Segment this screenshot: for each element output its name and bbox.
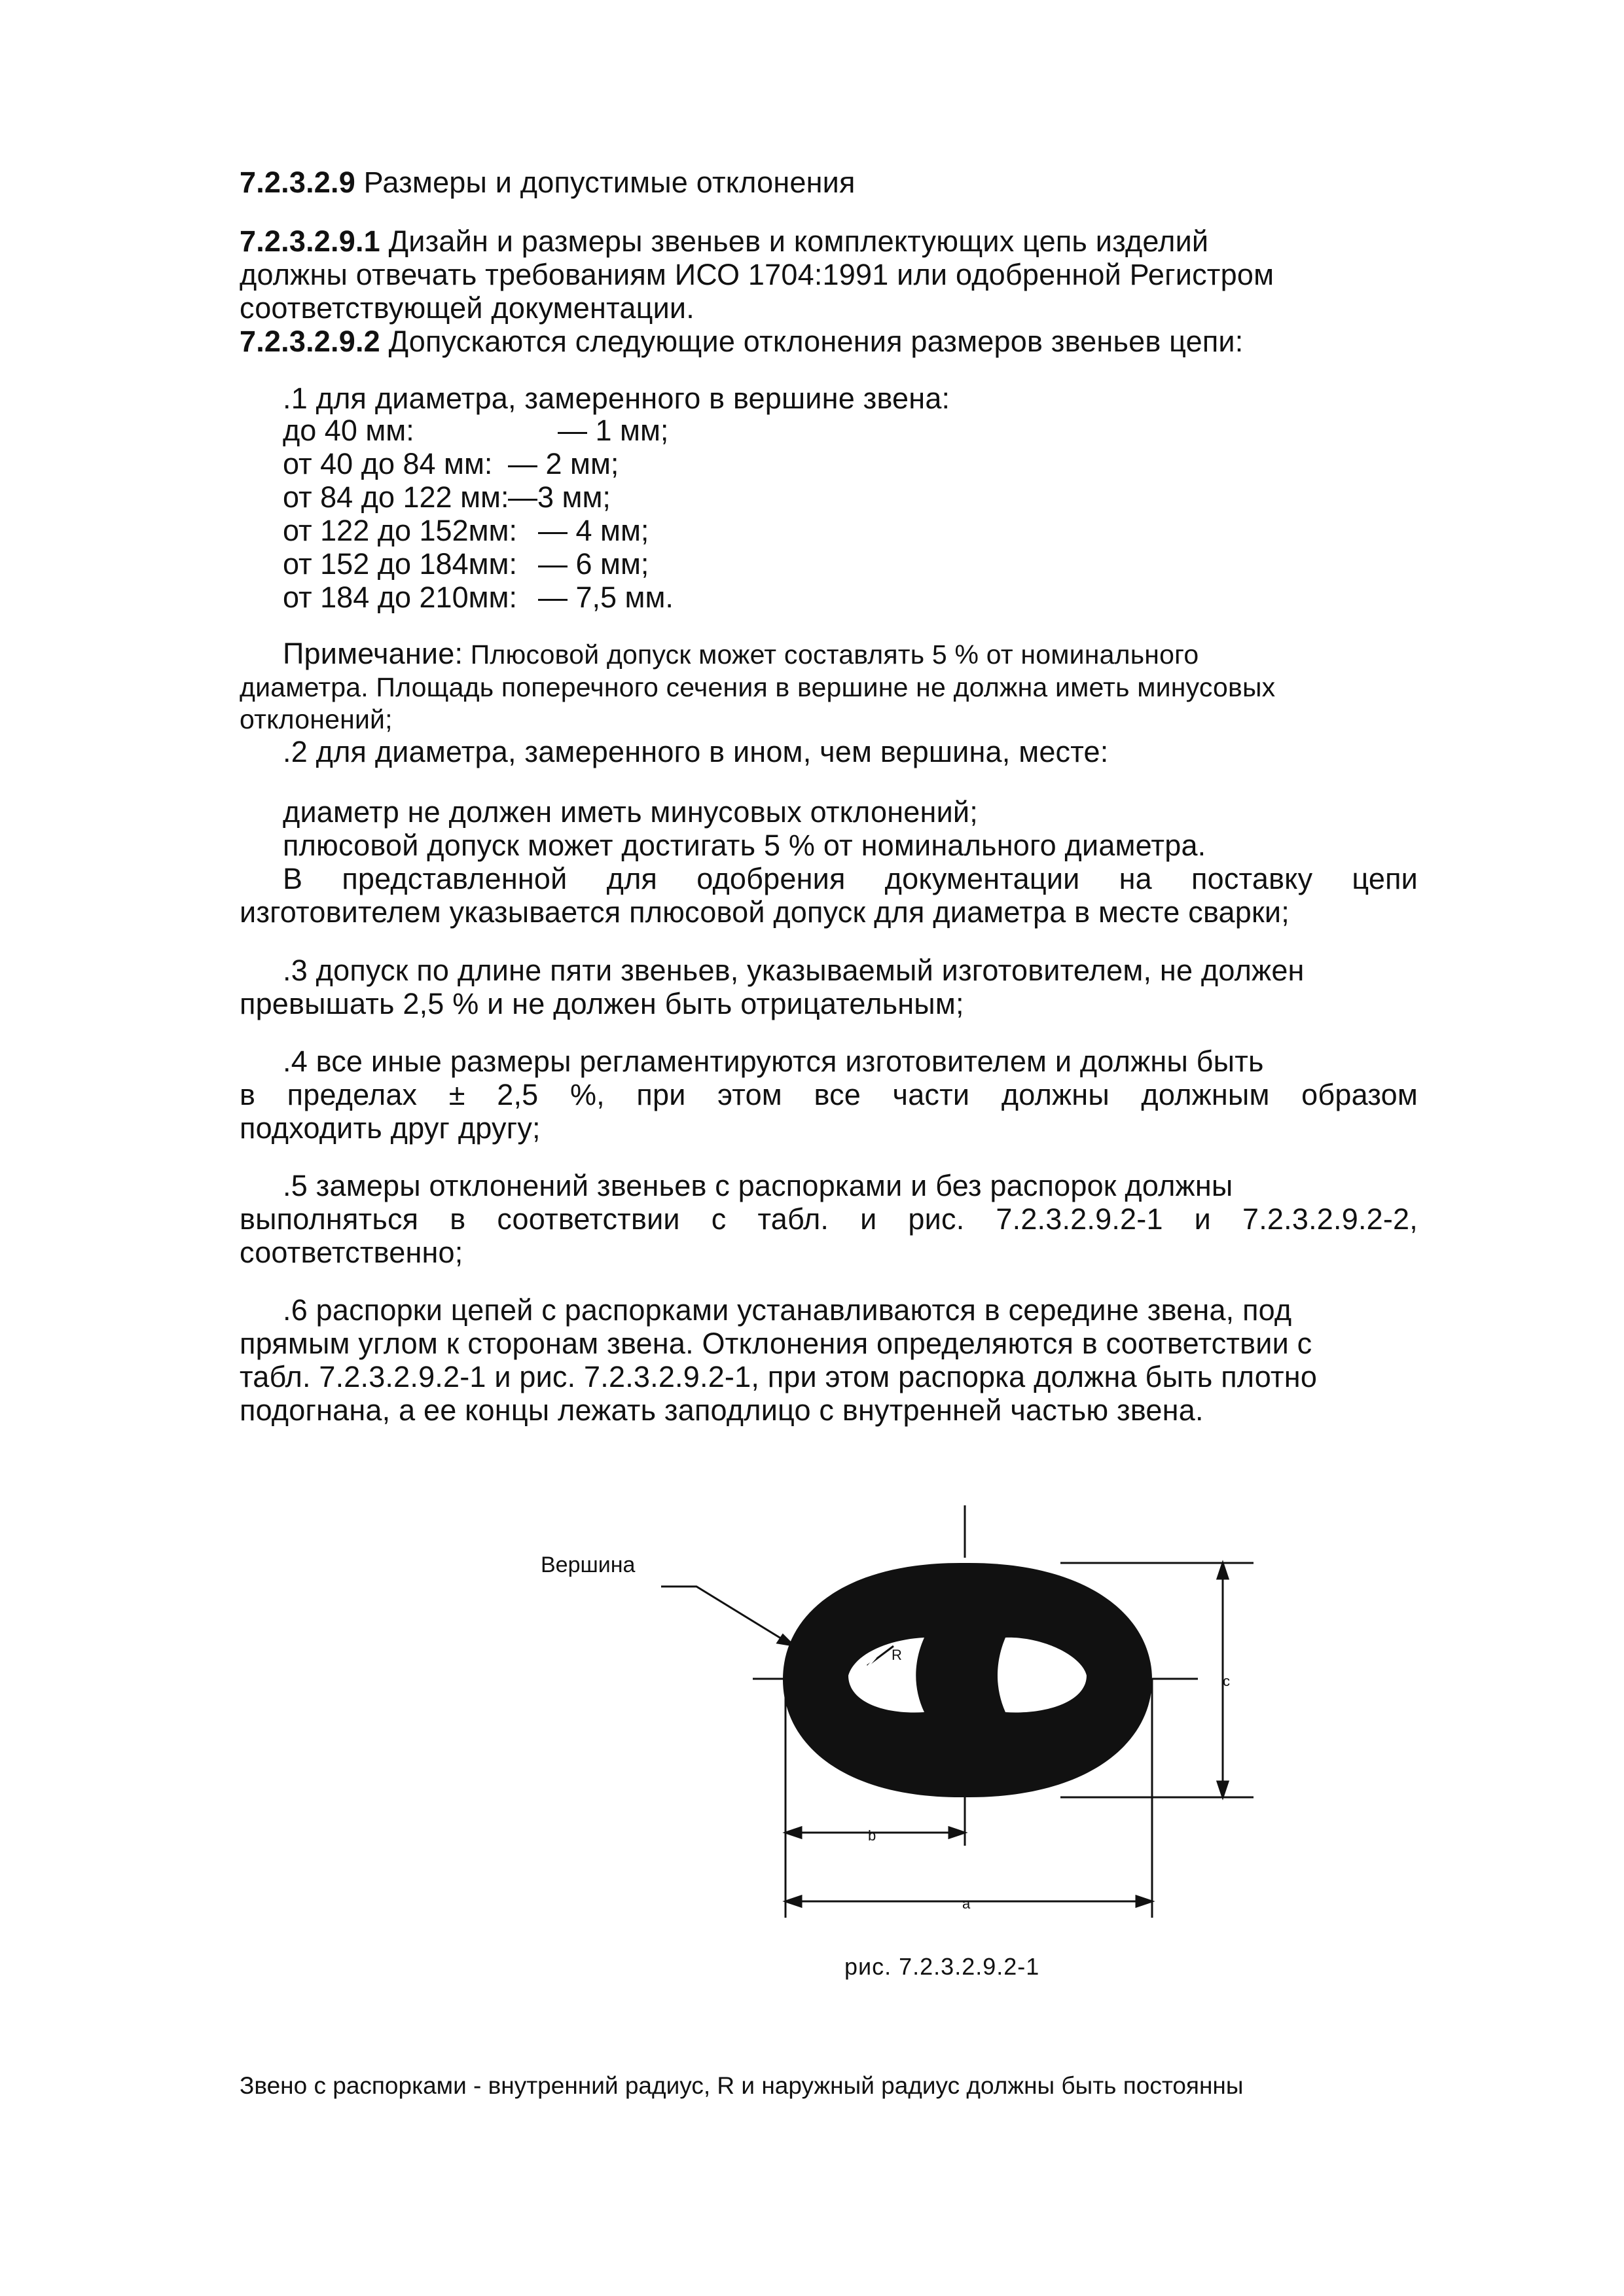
tolerance-range: от 84 до 122 мм: [283, 480, 509, 514]
dim-c-arrow-bottom [1218, 1782, 1228, 1797]
paragraph-1-line-2: должны отвечать требованиям ИСО 1704:1991 или одобренной Регистром [240, 258, 1274, 291]
paragraph-1-number: 7.2.3.2.9.1 [240, 224, 380, 258]
apex-leader-line [661, 1587, 783, 1640]
dim-c-arrow-top [1218, 1563, 1228, 1579]
dim-b-arrow-right [949, 1827, 965, 1838]
figure-caption: рис. 7.2.3.2.9.2-1 [844, 1953, 1040, 1980]
paragraph-1-line-1: 7.2.3.2.9.1 Дизайн и размеры звеньев и комплектующих цепь изделий [240, 224, 1209, 258]
paragraph-2: 7.2.3.2.9.2 Допускаются следующие отклонения размеров звеньев цепи: [240, 325, 1244, 358]
tolerance-range: до 40 мм: [283, 414, 414, 447]
dim-b-arrow-left [785, 1827, 801, 1838]
apex-label: Вершина [541, 1552, 636, 1577]
tolerance-deviation: —3 мм; [508, 480, 611, 514]
item-5-line-3: соответственно; [240, 1236, 463, 1269]
paragraph-1-line-3: соответствующей документации. [240, 291, 695, 325]
item-2-line-4: изготовителем указывается плюсовой допуск для диаметра в месте сварки; [240, 895, 1290, 929]
item-2-intro: .2 для диаметра, замеренного в ином, чем вершина, месте: [283, 735, 1109, 768]
tolerance-deviation: — 6 мм; [538, 547, 649, 581]
note-line-2: диаметра. Площадь поперечного сечения в вершине не должна иметь минусовых [240, 672, 1276, 702]
section-title: Размеры и допустимые отклонения [355, 166, 856, 199]
item-5-line-1: .5 замеры отклонений звеньев с распорками и без распорок должны [283, 1169, 1233, 1202]
item-4-line-1: .4 все иные размеры регламентируются изготовителем и должны быть [283, 1045, 1264, 1078]
paragraph-2-number: 7.2.3.2.9.2 [240, 325, 380, 358]
chain-link-shape [783, 1563, 1152, 1797]
item-1-intro: .1 для диаметра, замеренного в вершине звена: [283, 382, 950, 415]
item-3-line-2: превышать 2,5 % и не должен быть отрицательным; [240, 987, 964, 1020]
tolerance-deviation: — 2 мм; [508, 447, 619, 480]
dim-a-arrow-right [1136, 1896, 1152, 1907]
tolerance-range: от 184 до 210мм: [283, 581, 517, 614]
item-2-line-3: В представленной для одобрения документации на поставку цепи [283, 862, 1418, 895]
item-2-line-1: диаметр не должен иметь минусовых отклонений; [283, 795, 978, 829]
tolerance-deviation: — 1 мм; [558, 414, 669, 447]
footer-note: Звено с распорками - внутренний радиус, R и наружный радиус должны быть постоянны [240, 2072, 1244, 2099]
note-line-3: отклонений; [240, 704, 393, 734]
item-4-line-3: подходить друг другу; [240, 1111, 541, 1145]
section-number: 7.2.3.2.9 [240, 166, 355, 199]
tolerance-deviation: — 4 мм; [538, 514, 649, 547]
radius-marker [860, 1657, 876, 1676]
radius-label: R [892, 1647, 902, 1663]
note-label: Примечание: [283, 637, 463, 670]
dim-b-label: b [868, 1827, 876, 1844]
item-4-line-2: в пределах ± 2,5 %, при этом все части должны должным образом [240, 1078, 1418, 1111]
dim-a-arrow-left [785, 1896, 801, 1907]
item-3-line-1: .3 допуск по длине пяти звеньев, указываемый изготовителем, не должен [283, 954, 1305, 987]
item-2-line-2: плюсовой допуск может достигать 5 % от номинального диаметра. [283, 829, 1206, 862]
item-6-line-1: .6 распорки цепей с распорками устанавливаются в середине звена, под [283, 1293, 1292, 1327]
dim-a-label: a [962, 1895, 971, 1912]
item-5-line-2: выполняться в соответствии с табл. и рис. 7.2.3.2.9.2-1 и 7.2.3.2.9.2-2, [240, 1202, 1418, 1236]
tolerance-range: от 122 до 152мм: [283, 514, 517, 547]
note-line-1: Примечание: Плюсовой допуск может составлять 5 % от номинального [283, 637, 1199, 670]
tolerance-range: от 40 до 84 мм: [283, 447, 493, 480]
item-6-line-4: подогнана, а ее концы лежать заподлицо с внутренней частью звена. [240, 1393, 1204, 1427]
tolerance-deviation: — 7,5 мм. [538, 581, 674, 614]
item-6-line-3: табл. 7.2.3.2.9.2-1 и рис. 7.2.3.2.9.2-1, при этом распорка должна быть плотно [240, 1360, 1318, 1393]
item-6-line-2: прямым углом к сторонам звена. Отклонения определяются в соответствии с [240, 1327, 1312, 1360]
tolerance-range: от 152 до 184мм: [283, 547, 517, 581]
dim-c-label: c [1223, 1673, 1230, 1689]
